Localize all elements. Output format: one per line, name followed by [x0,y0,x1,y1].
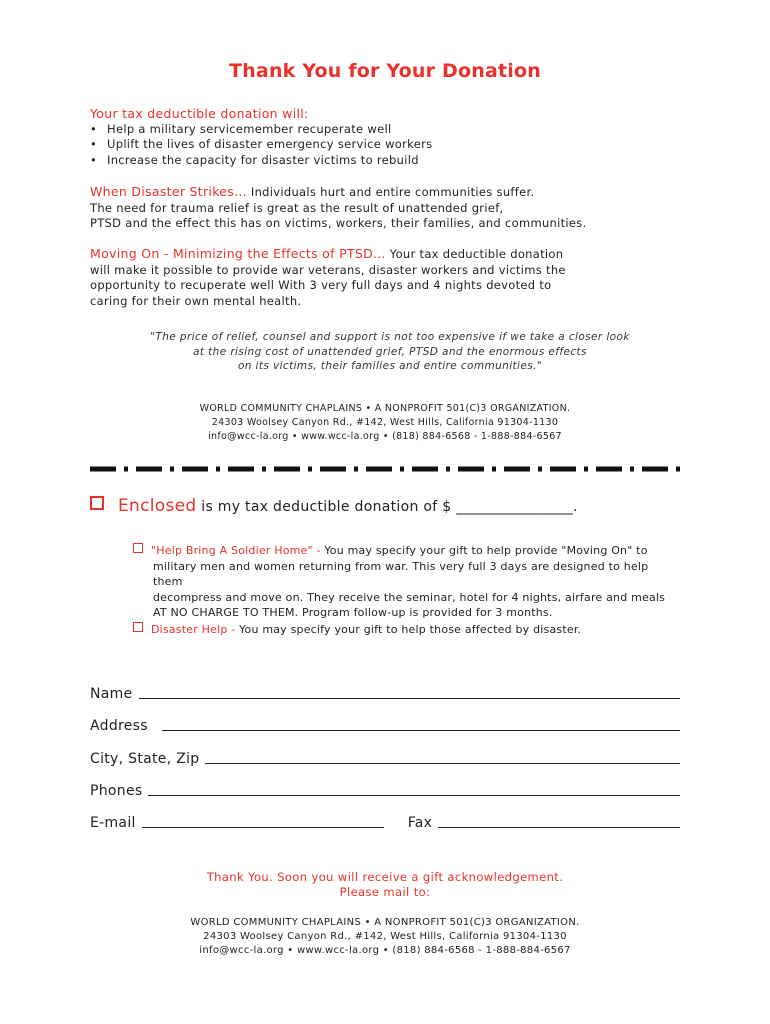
moving-on-section [90,246,690,309]
name-field-row [90,686,680,702]
option-label: "Help Bring A Soldier Home" - [151,544,321,557]
page-title: Thank You for Your Donation [229,60,541,82]
tax-heading: Your tax deductible donation will: [90,106,309,121]
city-state-zip-field[interactable] [205,762,680,764]
phones-field-row [90,783,680,799]
address-label: Address [90,718,148,734]
enclosed-text: is my tax deductible donation of $ ________________. [196,499,578,515]
address-field-row [90,718,680,734]
org-name: WORLD COMMUNITY CHAPLAINS • A NONPROFIT 501(C)3 ORGANIZATION. [199,403,571,414]
city-field-row [90,751,680,767]
moving-on-text: opportunity to recuperate well With 3 very full days and 4 nights devoted to [90,278,552,292]
checkbox-square-icon[interactable] [133,622,143,632]
email-fax-row [90,815,680,831]
org-contact: info@wcc-la.org • www.wcc-la.org • (818) 884-6568 - 1-888-884-6567 [199,945,571,956]
city-label: City, State, Zip [90,751,200,767]
phones-label: Phones [90,783,143,799]
closing-message: Thank You. Soon you will receive a gift acknowledgement. Please mail to: [206,870,564,899]
fax-field[interactable] [438,826,680,828]
disaster-text: Individuals hurt and entire communities suffer. [246,185,535,199]
option-soldier-home: "Help Bring A Soldier Home" - You may specify your gift to help provide "Moving On" to military men and women returning from war. This very full 3 days are designed to help them decompress and move on. They receive the seminar, hotel for 4 nights, airfare and meals AT NO CHARGE TO THEM. Program follow-up is provided for 3 months. [133,543,673,621]
checkbox-square-icon[interactable] [90,496,104,510]
moving-on-text: will make it possible to provide war veterans, disaster workers and victims the [90,262,566,277]
org-address: 24303 Woolsey Canyon Rd., #142, West Hills, California 91304-1130 [203,931,567,942]
enclosed-donation-row [90,496,690,516]
disaster-text: PTSD and the effect this has on victims, workers, their families, and communities. [90,216,587,230]
bullet-dot-icon: • [90,152,98,167]
org-info-bottom [100,916,670,958]
moving-on-heading: Moving On - Minimizing the Effects of PTSD... [90,246,386,261]
address-field[interactable] [162,729,680,731]
option-label: Disaster Help - [151,623,236,636]
list-item: • Help a military servicemember recuperate well [90,121,392,136]
name-field[interactable] [139,697,680,699]
email-field[interactable] [142,826,384,828]
benefit-list [90,122,690,169]
org-name: WORLD COMMUNITY CHAPLAINS • A NONPROFIT 501(C)3 ORGANIZATION. [190,917,580,928]
option-disaster-help: Disaster Help - You may specify your gift to help those affected by disaster. [133,622,673,638]
fax-label: Fax [407,815,433,831]
list-item: • Uplift the lives of disaster emergency service workers [90,137,433,151]
bullet-dot-icon: • [90,121,98,136]
bullet-dot-icon: • [90,137,98,151]
org-contact: info@wcc-la.org • www.wcc-la.org • (818) 884-6568 - 1-888-884-6567 [208,431,562,442]
org-address: 24303 Woolsey Canyon Rd., #142, West Hills, California 91304-1130 [211,417,559,428]
disaster-heading: When Disaster Strikes... [90,184,247,199]
disaster-section [90,184,690,232]
disaster-text: The need for trauma relief is great as the result of unattended grief, [90,200,504,215]
enclosed-label: Enclosed [118,496,197,516]
tax-section [90,106,690,168]
org-info-top [100,402,670,444]
cut-line-divider [90,464,680,474]
moving-on-text: Your tax deductible donation [385,247,564,261]
checkbox-square-icon[interactable] [133,543,143,553]
phones-field[interactable] [148,794,680,796]
name-label: Name [90,686,133,702]
email-label: E-mail [90,815,136,831]
quote-block: "The price of relief, counsel and support is not too expensive if we take a closer look at the rising cost of unattended grief, PTSD and the enormous effects on its victims, their families and entire communities." [150,331,630,372]
moving-on-text: caring for their own mental health. [90,293,302,308]
list-item: • Increase the capacity for disaster victims to rebuild [90,152,419,167]
